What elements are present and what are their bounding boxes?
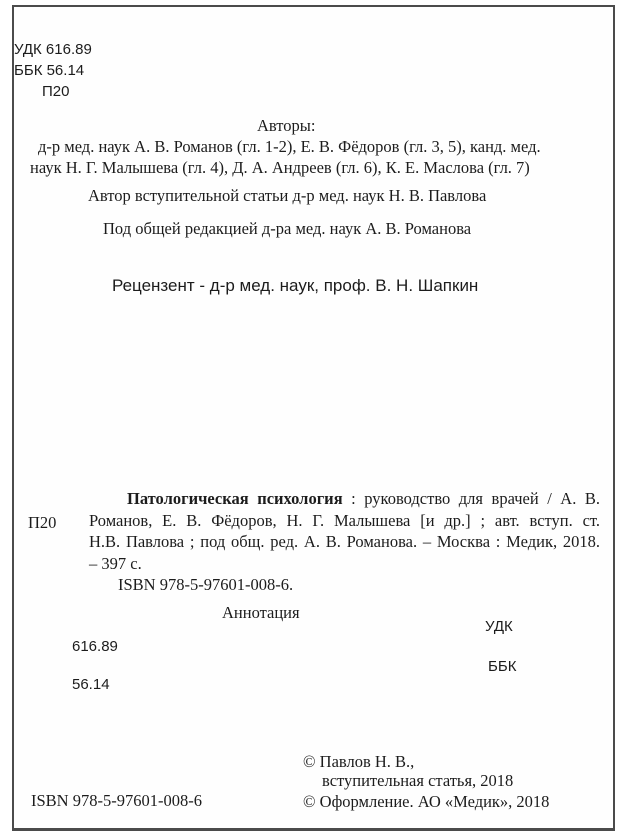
bbk-code-line: ББК 56.14: [14, 62, 85, 79]
book-title: Патологическая психология: [127, 489, 343, 508]
catalog-card-line-1: [89, 488, 600, 510]
catalog-card: [89, 488, 600, 596]
footer-isbn: ISBN 978-5-97601-008-6: [31, 791, 202, 810]
copyright-author-line-1: © Павлов Н. В.,: [303, 752, 415, 771]
author-sign: П20: [42, 83, 70, 100]
general-editor-line: Под общей редакцией д-ра мед. наук А. В. Романова: [103, 219, 472, 238]
annotation-label: Аннотация: [222, 603, 300, 622]
catalog-card-line-2: Романов, Е. В. Фёдоров, Н. Г. Малышева [и др.] ; авт. вступ. ст.: [89, 510, 600, 530]
bbk-ref-label: ББК: [488, 658, 517, 675]
catalog-card-isbn: ISBN 978-5-97601-008-6.: [118, 575, 294, 594]
reviewer-line: Рецензент - д-р мед. наук, проф. В. Н. Шапкин: [112, 276, 479, 295]
udk-code-line: УДК 616.89: [14, 41, 92, 58]
copyright-design-line: © Оформление. АО «Медик», 2018: [303, 792, 550, 811]
authors-list-line-1: д-р мед. наук А. В. Романов (гл. 1-2), Е. В. Фёдоров (гл. 3, 5), канд. мед.: [38, 137, 541, 156]
catalog-card-line-4: – 397 с.: [89, 553, 142, 573]
catalog-card-author-sign: П20: [28, 513, 57, 532]
catalog-card-line-1-rest: : руководство для врачей / А. В.: [342, 489, 600, 508]
udk-ref-value: 616.89: [72, 638, 118, 655]
classification-block: [14, 39, 92, 102]
udk-ref-label: УДК: [485, 618, 513, 635]
bbk-ref-value: 56.14: [72, 676, 110, 693]
authors-heading: Авторы:: [257, 116, 316, 135]
intro-article-author-line: Автор вступительной статьи д-р мед. наук Н. В. Павлова: [88, 186, 487, 205]
copyright-author-line-2: вступительная статья, 2018: [322, 771, 514, 790]
catalog-card-line-3: Н.В. Павлова ; под общ. ред. А. В. Романова. – Москва : Медик, 2018.: [89, 532, 600, 551]
authors-list-line-2: наук Н. Г. Малышева (гл. 4), Д. А. Андреев (гл. 6), К. Е. Маслова (гл. 7): [30, 158, 530, 177]
